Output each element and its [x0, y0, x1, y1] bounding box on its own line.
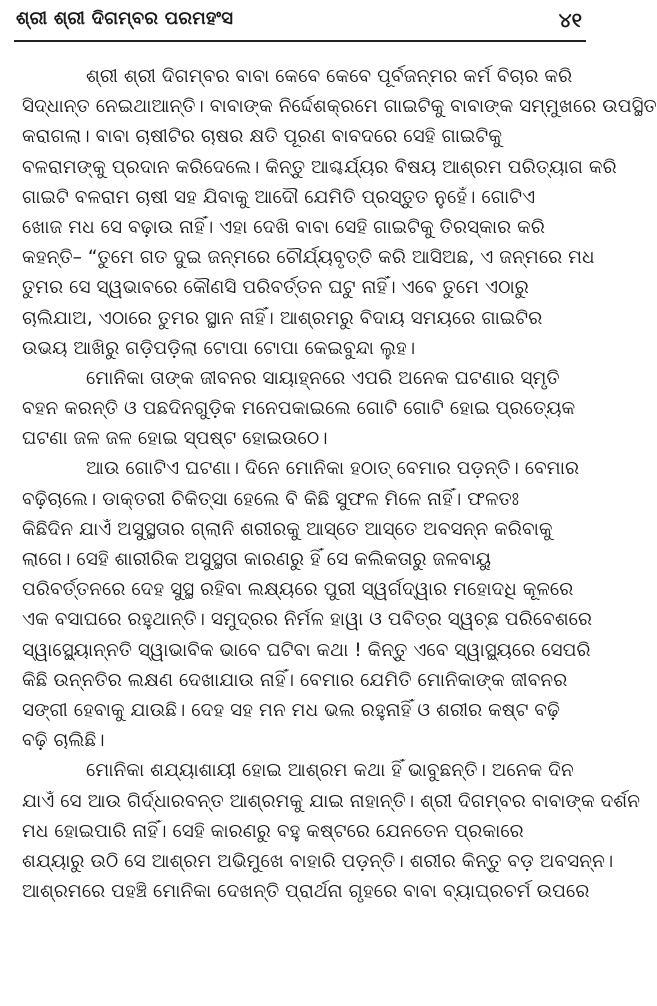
- text-line: ଗାଇଟି ବଳରାମ ଚାଷୀ ସହ ଯିବାକୁ ଆଦୌ ଯେମିତି ପ୍ରସ୍ତୁତ ନୁହେଁ। ଗୋଟିଏ: [22, 186, 536, 208]
- text-line: ଆଉ ଗୋଟିଏ ଘଟଣା। ଦିନେ ମୋନିକା ହଠାତ୍ ବେମାର ପଡ଼ନ୍ତି। ବେମାର: [86, 458, 580, 480]
- text-line: ବହନ କରନ୍ତି ଓ ପଛଦିନଗୁଡ଼ିକ ମନେପକାଇଲେ ଗୋଟି ଗୋଟି ହୋଇ ପ୍ରତ୍ୟେକ: [22, 398, 576, 420]
- text-line: ଶଯ୍ୟାରୁ ଉଠି ସେ ଆଶ୍ରମ ଅଭିମୁଖେ ବାହାରି ପଡ଼ନ୍ତି। ଶରୀର କିନ୍ତୁ ବଡ଼ ଅବସନ୍ନ।: [22, 850, 614, 872]
- text-line: ବଢ଼ି ଚାଲିଛି।: [22, 730, 105, 752]
- text-line: ମୋନିକା ଶଯ୍ୟାଶାୟୀ ହୋଇ ଆଶ୍ରମ କଥା ହିଁ ଭାବୁଛନ୍ତି। ଅନେକ ଦିନ: [86, 760, 574, 782]
- running-title: ଶ୍ରୀ ଶ୍ରୀ ଦିଗମ୍ବର ପରମହଂସ: [16, 8, 234, 29]
- text-line: କରାଗଲା। ବାବା ଚାଷୀଟିର ଚାଷର କ୍ଷତି ପୂରଣ ବାବଦରେ ସେହି ଗାଇଟିକୁ: [22, 126, 503, 148]
- text-line: ଖୋଜ ମଧ ସେ ବଢ଼ାଉ ନାହିଁ। ଏହା ଦେଖି ବାବା ସେହି ଗାଇଟିକୁ ତିରସ୍କାର କରି: [22, 216, 545, 238]
- text-line: ମୋନିକା ତାଙ୍କ ଜୀବନର ସାୟାହ୍ନରେ ଏପରି ଅନେକ ଘଟଣାର ସ୍ମୃତି: [86, 367, 560, 389]
- text-line: ଏକ ବସାଘରେ ରହୁଥାନ୍ତି। ସମୁଦ୍ରର ନିର୍ମଳ ହାୱା ଓ ପବିତ୍ର ସ୍ୱଚ୍ଛ ପରିବେଶରେ: [22, 609, 593, 631]
- text-line: ଚାଲିଯାଅ, ଏଠାରେ ତୁମର ସ୍ଥାନ ନାହିଁ। ଆଶ୍ରମରୁ ବିଦାୟ ସମୟରେ ଗାଇଟିର: [22, 307, 543, 329]
- text-line: କିଛି ଉନ୍ନତିର ଲକ୍ଷଣ ଦେଖାଯାଉ ନାହିଁ। ବେମାର ଯେମିତି ମୋନିକାଙ୍କ ଜୀବନର: [22, 669, 568, 691]
- text-line: ବଳରାମଙ୍କୁ ପ୍ରଦାନ କରିଦେଲେ। କିନ୍ତୁ ଆଶ୍ଚର୍ଯ୍ୟର ବିଷୟ ଆଶ୍ରମ ପରିତ୍ୟାଗ କରି: [22, 156, 617, 178]
- text-line: ଉଭୟ ଆଖିରୁ ଗଡ଼ିପଡ଼ିଲା ଟୋପା ଟୋପା କେଇବୁନ୍ଦା ଲୁହ।: [22, 337, 416, 359]
- text-line: ତୁମର ସେ ସ୍ୱଭାବରେ କୌଣସି ପରିବର୍ତ୍ତନ ଘଟୁ ନାହିଁ। ଏବେ ତୁମେ ଏଠାରୁ: [22, 277, 529, 299]
- text-line: କିଛିଦିନ ଯାଏଁ ଅସୁସ୍ଥତାର ଗ୍ଲାନି ଶରୀରକୁ ଆସ୍ତେ ଆସ୍ତେ ଅବସନ୍ନ କରିବାକୁ: [22, 518, 553, 540]
- text-line: ସ୍ୱାସ୍ଥ୍ୟୋନ୍ନତି ସ୍ୱାଭାବିକ ଭାବେ ଘଟିବା କଥା ! କିନ୍ତୁ ଏବେ ସ୍ୱାସ୍ଥ୍ୟରେ ସେପରି: [22, 639, 591, 661]
- text-line: ଘଟଣା ଜଳ ଜଳ ହୋଇ ସ୍ପଷ୍ଟ ହୋଇଉଠେ।: [22, 428, 328, 450]
- text-line: ମଧ ହୋଇପାରି ନାହିଁ। ସେହି କାରଣରୁ ବହୁ କଷ୍ଟରେ ଯେନତେନ ପ୍ରକାରେ: [22, 820, 524, 842]
- page-header: [16, 8, 582, 44]
- text-line: ସିଦ୍ଧାନ୍ତ ନେଇଥାଆନ୍ତି। ବାବାଙ୍କ ନିର୍ଦ୍ଦେଶକ୍ରମେ ଗାଇଟିକୁ ବାବାଙ୍କ ସମ୍ମୁଖରେ ଉପସ୍ଥିତ: [22, 96, 657, 118]
- text-line: ପରିବର୍ତ୍ତନରେ ଦେହ ସୁସ୍ଥ ରହିବା ଲକ୍ଷ୍ୟରେ ପୁରୀ ସ୍ୱର୍ଗଦ୍ୱାର ମହୋଦଧି କୂଳରେ: [22, 579, 574, 601]
- text-line: ଆଶ୍ରମରେ ପହଞ୍ଚି ମୋନିକା ଦେଖନ୍ତି ପ୍ରାର୍ଥନା ଗୃହରେ ବାବା ବ୍ୟାଘ୍ରଚର୍ମ ଉପରେ: [22, 881, 590, 903]
- page-number: ୪୧: [558, 8, 582, 32]
- text-line: ଶ୍ରୀ ଶ୍ରୀ ଦିଗମ୍ବର ବାବା କେବେ କେବେ ପୂର୍ବଜନ୍ମର କର୍ମ ବିଚାର କରି: [86, 66, 573, 87]
- text-line: ବଢ଼ିଚାଲେ। ଡାକ୍ତରୀ ଚିକିତ୍ସା ହେଲେ ବି କିଛି ସୁଫଳ ମିଳେ ନାହିଁ। ଫଳତଃ: [22, 488, 519, 510]
- text-line: ଲାଗେ। ସେହି ଶାରୀରିକ ଅସୁସ୍ଥତା କାରଣରୁ ହିଁ ସେ କଲିକତାରୁ ଜଳବାୟୁ: [22, 549, 492, 570]
- text-line: ସଙ୍ଗୀ ହେବାକୁ ଯାଉଛି। ଦେହ ସହ ମନ ମଧ ଭଲ ରହୁନାହିଁ ଓ ଶରୀର କଷ୍ଟ ବଢ଼ି: [22, 699, 560, 721]
- text-line: କହନ୍ତି– “ତୁମେ ଗତ ଦୁଇ ଜନ୍ମରେ ଚୌର୍ଯ୍ୟବୃତ୍ତି କରି ଆସିଅଛ, ଏ ଜନ୍ମରେ ମଧ: [22, 247, 595, 269]
- body-text: [22, 62, 657, 907]
- header-rule: [14, 40, 586, 42]
- text-line: ଯାଏଁ ସେ ଆଉ ଗିର୍ଦ୍ଧାରବନ୍ତ ଆଶ୍ରମକୁ ଯାଇ ନାହାନ୍ତି। ଶ୍ରୀ ଦିଗମ୍ବର ବାବାଙ୍କ ଦର୍ଶନ: [22, 790, 641, 812]
